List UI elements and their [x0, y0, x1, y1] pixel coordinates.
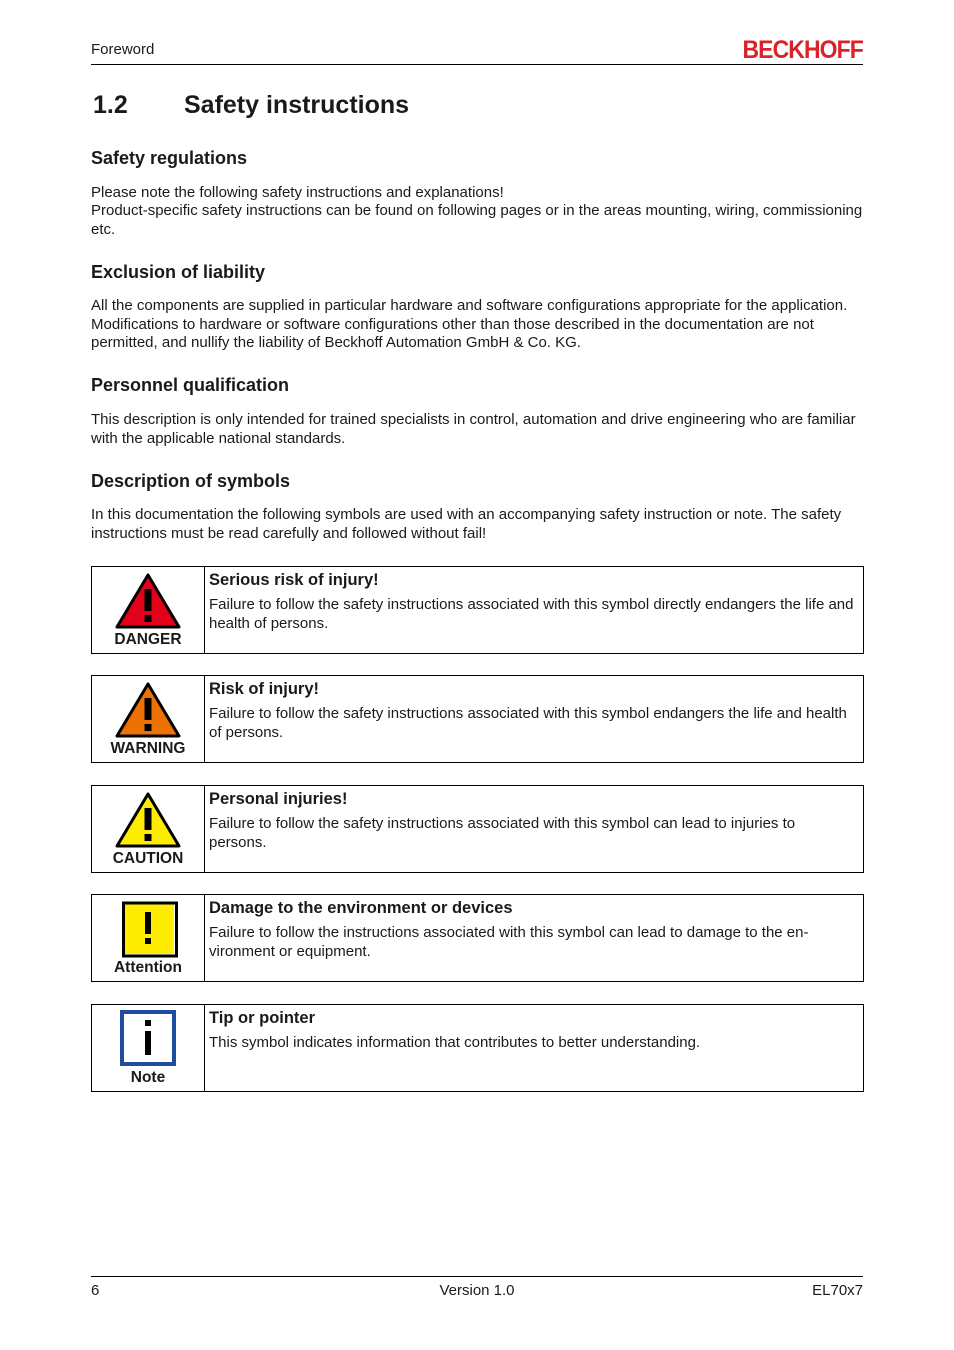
notice-label: WARNING	[110, 740, 186, 757]
notice-text: Failure to follow the safety instructions associated with this symbol endangers the life and health of persons.	[209, 705, 847, 741]
header-section-title: Foreword	[91, 41, 155, 58]
notice-text: Failure to follow the instructions associated with this symbol can lead to damage to the en-vironment or equipment.	[209, 924, 809, 960]
chapter-number: 1.2	[93, 91, 128, 119]
liability-text: All the components are supplied in particular hardware and software configurations appropriate for the application. Modifications to hardware or software configurations other than those described in the documentation are not permitted, and nullify the liability of Beckhoff Automation GmbH & Co. KG.	[91, 297, 848, 351]
notice-symbol-cell	[92, 895, 205, 981]
notice-text: Failure to follow the safety instructions associated with this symbol can lead to injuries to persons.	[209, 815, 796, 851]
note-info-icon	[114, 1010, 182, 1068]
notice-symbol-cell	[92, 1005, 205, 1091]
notice-title: Risk of injury!	[209, 680, 320, 698]
notice-attention	[91, 894, 864, 982]
notice-symbol-cell	[92, 786, 205, 872]
notice-danger	[91, 566, 864, 654]
notice-label: Note	[130, 1069, 166, 1086]
caution-triangle-icon	[114, 791, 182, 849]
heading-personnel-qualification: Personnel qualification	[91, 375, 290, 395]
attention-exclamation-icon	[114, 900, 182, 958]
danger-triangle-icon	[114, 572, 182, 630]
notice-label: CAUTION	[112, 850, 184, 867]
page-footer	[91, 1276, 863, 1301]
heading-description-of-symbols: Description of symbols	[91, 471, 291, 491]
page-header	[91, 36, 863, 65]
notice-title: Serious risk of injury!	[209, 571, 379, 589]
chapter-heading	[93, 91, 409, 120]
notice-warning	[91, 675, 864, 763]
notice-title: Damage to the environment or devices	[209, 899, 513, 917]
notice-note	[91, 1004, 864, 1092]
notice-symbol-cell	[92, 567, 205, 653]
notice-title: Personal injuries!	[209, 790, 348, 808]
personnel-text: This description is only intended for trained specialists in control, automation and drive engineering who are familiar with the applicable national standards.	[91, 411, 856, 447]
symbols-text: In this documentation the following symbols are used with an accompanying safety instruction or note. The safety instructions must be read carefully and followed without fail!	[91, 506, 842, 542]
product-name: EL70x7	[812, 1282, 863, 1299]
notice-text: Failure to follow the safety instructions associated with this symbol directly endangers the life and health of persons.	[209, 596, 854, 632]
document-version: Version 1.0	[439, 1282, 515, 1299]
heading-exclusion-of-liability: Exclusion of liability	[91, 262, 266, 282]
notice-text: This symbol indicates information that contributes to better understanding.	[209, 1034, 701, 1051]
regulations-text-2: Product-specific safety instructions can be found on following pages or in the areas mounting, wiring, commissioning etc.	[91, 202, 863, 238]
notice-caution	[91, 785, 864, 873]
page-number: 6	[91, 1282, 100, 1299]
beckhoff-logo: BECKHOFF	[742, 36, 863, 64]
warning-triangle-icon	[114, 681, 182, 739]
notice-label: DANGER	[114, 631, 182, 648]
heading-safety-regulations: Safety regulations	[91, 148, 248, 168]
notice-label: Attention	[113, 959, 182, 976]
chapter-title: Safety instructions	[184, 91, 410, 119]
notice-title: Tip or pointer	[209, 1009, 316, 1027]
regulations-text-1: Please note the following safety instructions and explanations!	[91, 184, 504, 201]
notice-symbol-cell	[92, 676, 205, 762]
